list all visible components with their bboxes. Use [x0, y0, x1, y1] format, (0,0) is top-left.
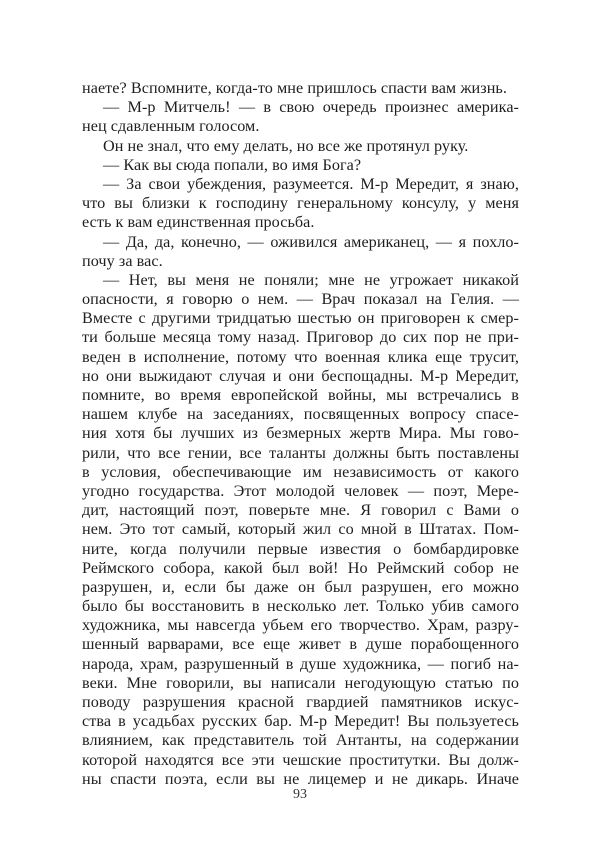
text-line: нем. Это тот самый, который жил со мной в Штатах. Пом- — [82, 520, 519, 539]
text-line: ния хотя бы лучших из безмерных жертв Мира. Мы гово- — [82, 424, 519, 443]
text-line: Вместе с другими тридцатью шестью он приговорен к смер- — [82, 309, 519, 328]
text-line: дит, настоящий поэт, поверьте мне. Я говорил с Вами о — [82, 501, 519, 520]
text-line: Он не знал, что ему делать, но все же протянул руку. — [103, 136, 469, 155]
text-line: художника, мы навсегда убьем его творчество. Храм, разру- — [82, 616, 519, 635]
text-line: ти больше месяца тому назад. Приговор до сих пор не при- — [82, 328, 519, 347]
text-line: которой находятся все эти чешские проститутки. Вы долж- — [82, 750, 519, 769]
text-line: — Нет, вы меня не поняли; мне не угрожает никакой — [103, 270, 519, 289]
text-line: — Как вы сюда попали, во имя Бога? — [103, 155, 362, 174]
text-line: народа, храм, разрушенный в душе художника, — погиб на- — [82, 654, 519, 673]
text-line: в условия, обеспечивающие им независимость от какого — [82, 462, 519, 481]
text-line: ны спасти поэта, если вы не лицемер и не дикарь. Иначе — [82, 769, 519, 788]
text-line: угодно государства. Этот молодой человек — поэт, Мере- — [82, 481, 519, 500]
text-line: Реймского собора, какой был вой! Но Реймский собор не — [82, 558, 519, 577]
text-line: ните, когда получили первые известия о бомбардировке — [82, 539, 519, 558]
text-line: — За свои убеждения, разумеется. М-р Мередит, я знаю, — [103, 174, 519, 193]
text-line: ства в усадьбах русских бар. М-р Мередит! Вы пользуетесь — [82, 712, 519, 731]
text-line: опасности, я говорю о нем. — Врач показал на Гелия. — — [82, 290, 519, 309]
page-body — [82, 79, 519, 789]
text-line: что вы близки к господину генеральному консулу, у меня — [82, 194, 519, 213]
text-line: почу за вас. — [82, 251, 163, 270]
text-line: но они выжидают случая и они беспощадны. М-р Мередит, — [82, 366, 519, 385]
text-line: нец сдавленным голосом. — [82, 117, 260, 136]
text-line: влиянием, как представитель той Антанты, на содержании — [82, 731, 519, 750]
text-line: веден в исполнение, потому что военная клика еще трусит, — [82, 347, 519, 366]
text-line: шенный варварами, все еще живет в душе порабощенного — [82, 635, 519, 654]
text-line: наете? Вспомните, когда-то мне пришлось спасти вам жизнь. — [82, 79, 507, 97]
text-line: есть к вам единственная просьба. — [82, 213, 315, 232]
text-line: веки. Мне говорили, вы написали негодующую статью по — [82, 673, 519, 692]
text-line: помните, во время европейской войны, мы встречались в — [82, 386, 519, 404]
text-line: — Да, да, конечно, — оживился американец, — я похло- — [103, 232, 519, 251]
text-line: было бы восстановить в несколько лет. Только убив самого — [82, 597, 519, 616]
text-line: разрушен, и, если бы даже он был разрушен, его можно — [82, 577, 519, 596]
text-line: — М-р Митчель! — в свою очередь произнес америка- — [103, 98, 519, 117]
text-line: рили, что все гении, все таланты должны быть поставлены — [82, 443, 519, 462]
text-line: поводу разрушения красной гвардией памятников искус- — [82, 693, 519, 711]
page-number: 93 — [293, 787, 307, 802]
text-line: нашем клубе на заседаниях, посвященных вопросу спасе- — [82, 405, 519, 424]
